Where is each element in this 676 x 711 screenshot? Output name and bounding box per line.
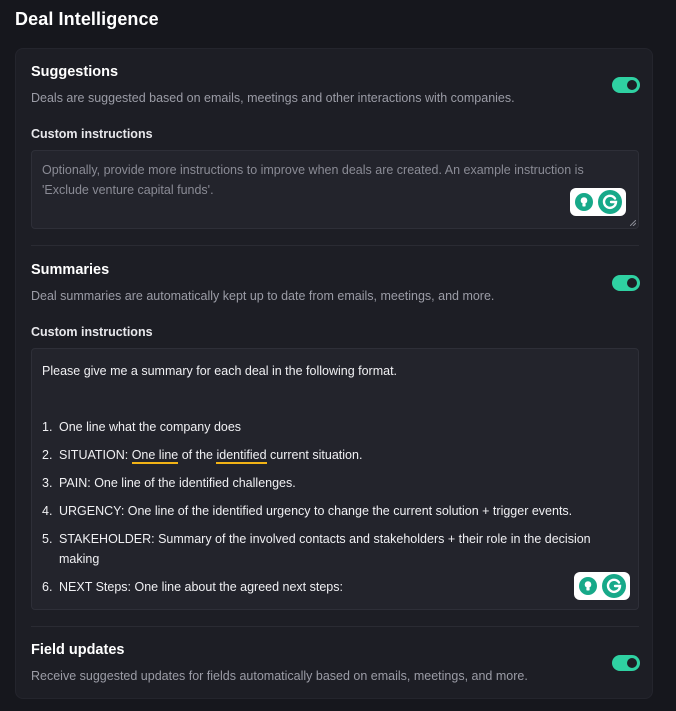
suggestions-placeholder: Optionally, provide more instructions to improve when deals are created. An example instruction is 'Exclude venture capital funds'. [42, 163, 584, 197]
grammarly-g-icon [602, 574, 626, 598]
suggestions-description: Deals are suggested based on emails, meetings and other interactions with companies. [31, 91, 515, 105]
summaries-description: Deal summaries are automatically kept up to date from emails, meetings, and more. [31, 289, 495, 303]
summaries-custom-instructions-label: Custom instructions [31, 325, 153, 339]
list-number: 2. [42, 448, 53, 462]
list-number: 6. [42, 580, 53, 594]
page-title: Deal Intelligence [15, 9, 159, 29]
summaries-toggle[interactable] [612, 275, 640, 291]
grammarly-icon[interactable] [574, 572, 630, 600]
grammar-flag-one-line[interactable]: One line [131, 448, 179, 462]
summaries-title: Summaries [31, 262, 110, 278]
suggestions-toggle[interactable] [612, 77, 640, 93]
list-text: PAIN: One line of the identified challenges. [59, 476, 296, 490]
toggle-knob [627, 278, 637, 288]
field-updates-toggle[interactable] [612, 655, 640, 671]
lightbulb-icon [575, 193, 593, 211]
suggestions-title: Suggestions [31, 64, 119, 80]
lightbulb-icon [579, 577, 597, 595]
list-text: URGENCY: One line of the identified urgency to change the current solution + trigger events. [59, 504, 573, 518]
grammarly-icon[interactable] [570, 188, 626, 216]
grammarly-g-icon [598, 190, 622, 214]
list-number: 4. [42, 504, 53, 518]
section-divider [31, 245, 639, 246]
suggestions-custom-instructions-input[interactable] [31, 150, 639, 229]
list-text: NEXT Steps: One line about the agreed next steps: [59, 580, 343, 594]
field-updates-title: Field updates [31, 642, 125, 658]
resize-handle-icon[interactable] [630, 220, 636, 226]
list-text-pre: SITUATION: [59, 448, 132, 462]
suggestions-custom-instructions-label: Custom instructions [31, 127, 153, 141]
list-number: 1. [42, 420, 53, 434]
toggle-knob [627, 658, 637, 668]
list-text [59, 445, 628, 465]
list-text-post: current situation. [266, 448, 363, 462]
list-text-mid: of the [178, 448, 217, 462]
list-number: 3. [42, 476, 53, 490]
list-number: 5. [42, 532, 53, 546]
toggle-knob [627, 80, 637, 90]
field-updates-description: Receive suggested updates for fields automatically based on emails, meetings, and more. [31, 669, 528, 683]
summaries-custom-instructions-input[interactable] [31, 348, 639, 610]
list-text: One line what the company does [59, 420, 242, 434]
list-text: STAKEHOLDER: Summary of the involved contacts and stakeholders + their role in the decision making [59, 532, 591, 566]
instructions-intro: Please give me a summary for each deal in the following format. [42, 364, 398, 378]
grammar-flag-identified[interactable]: identified [216, 448, 267, 462]
deal-intelligence-panel [15, 48, 653, 699]
section-divider [31, 626, 639, 627]
